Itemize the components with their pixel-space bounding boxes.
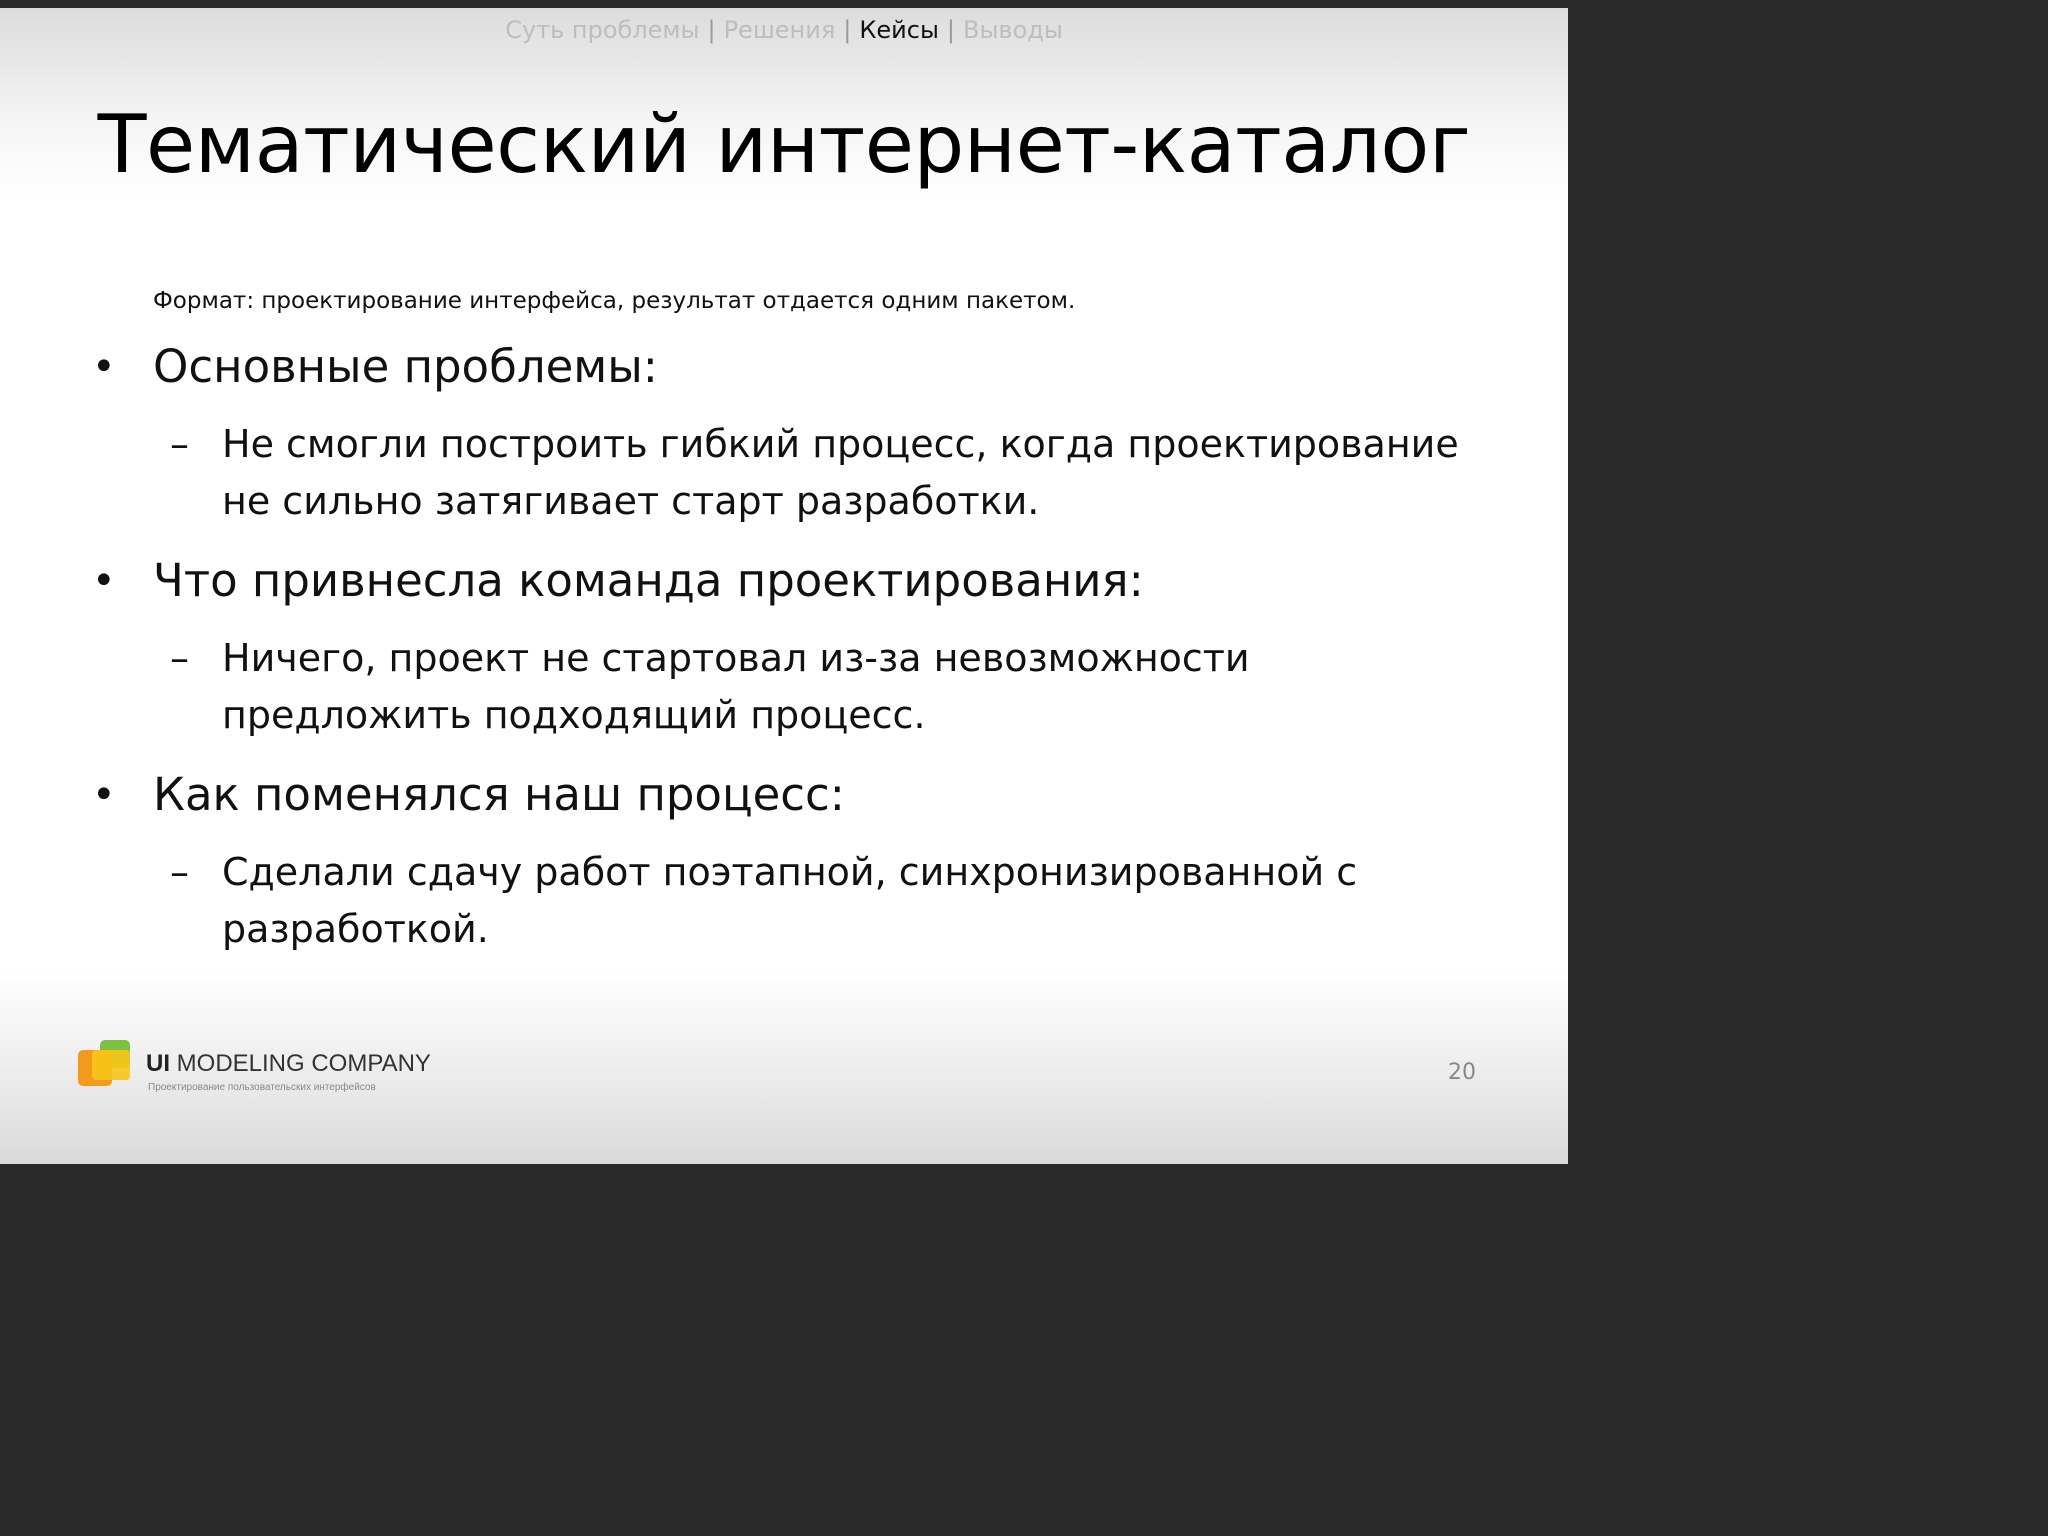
sub-bullet-item	[0, 844, 1568, 958]
logo-yellow-square-icon	[92, 1050, 130, 1080]
nav-separator: |	[946, 16, 956, 44]
nav-separator: |	[707, 16, 716, 44]
logo-name	[146, 1050, 431, 1078]
slide	[0, 8, 1568, 1164]
company-logo	[78, 1040, 438, 1100]
sub-bullet-text: Сделали сдачу работ поэтапной, синхронизированной с разработкой.	[222, 850, 1358, 951]
dash-icon: –	[170, 636, 189, 680]
dash-icon: –	[170, 422, 189, 466]
bullet-text: Что привнесла команда проектирования:	[153, 554, 1144, 607]
nav-separator: |	[843, 16, 852, 44]
sub-bullet-item	[0, 416, 1568, 530]
sub-bullet-item	[0, 630, 1568, 744]
bullet-item	[0, 552, 1568, 610]
bullet-dot-icon: •	[92, 344, 116, 390]
sub-bullet-text: Не смогли построить гибкий процесс, когда проектирование не сильно затягивает старт разработки.	[222, 422, 1459, 523]
format-line: Формат: проектирование интерфейса, результат отдается одним пакетом.	[153, 288, 1076, 314]
logo-name-bold: UI	[146, 1050, 170, 1077]
bullet-text: Как поменялся наш процесс:	[153, 768, 845, 821]
logo-name-rest: MODELING COMPANY	[170, 1050, 431, 1077]
bullet-item	[0, 766, 1568, 824]
sub-bullet-text: Ничего, проект не стартовал из-за невозможности предложить подходящий процесс.	[222, 636, 1250, 737]
page-number: 20	[1448, 1060, 1476, 1085]
bullet-text: Основные проблемы:	[153, 340, 658, 393]
nav-item-conclusions[interactable]: Выводы	[963, 16, 1063, 44]
nav-item-cases[interactable]: Кейсы	[859, 16, 939, 44]
bullet-dot-icon: •	[92, 558, 116, 604]
logo-tagline: Проектирование пользовательских интерфейсов	[148, 1082, 376, 1093]
bullet-list	[0, 338, 1568, 980]
nav-item-solutions[interactable]: Решения	[723, 16, 836, 44]
slide-title: Тематический интернет-каталог	[97, 98, 1471, 191]
dash-icon: –	[170, 850, 189, 894]
nav-item-problem[interactable]: Суть проблемы	[505, 16, 700, 44]
bullet-item	[0, 338, 1568, 396]
section-nav	[0, 16, 1568, 44]
bullet-dot-icon: •	[92, 772, 116, 818]
